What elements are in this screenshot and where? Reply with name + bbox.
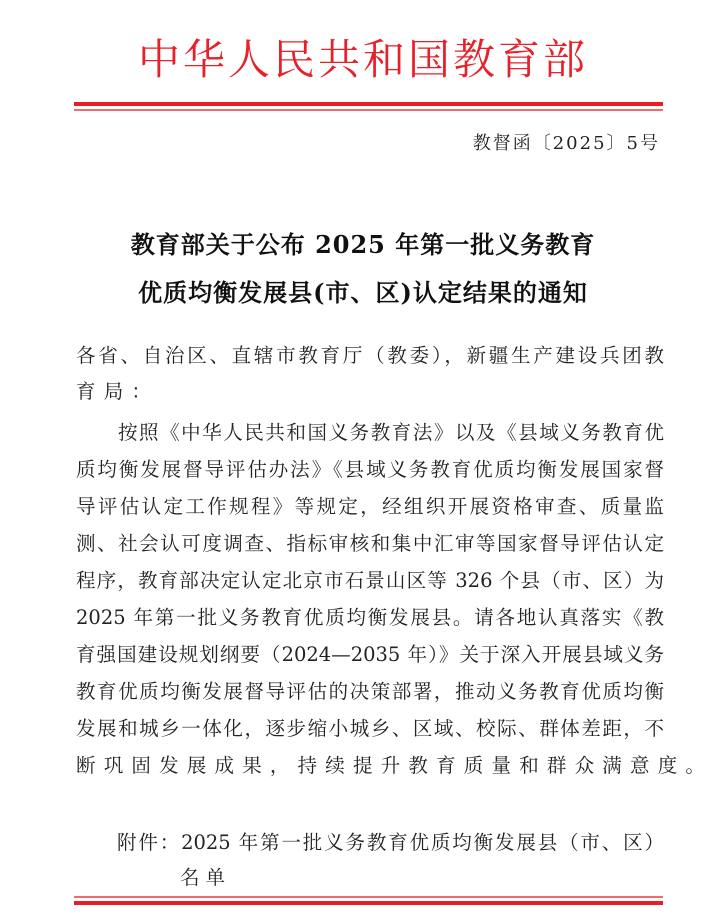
issuer-masthead: 中华人民共和国教育部 xyxy=(137,35,588,84)
body-line: 育强国建设规划纲要（2024—2035 年）》关于深入开展县域义务 xyxy=(76,643,664,666)
salutation-line: 各省、自治区、直辖市教育厅（教委），新疆生产建设兵团教 xyxy=(76,344,664,367)
body-line: 质均衡发展督导评估办法》《县域义务教育优质均衡发展国家督 xyxy=(76,458,664,481)
document-title xyxy=(0,221,726,317)
footer-red-rule-thick xyxy=(74,901,663,905)
title-line: 优质均衡发展县(市、区)认定结果的通知 xyxy=(138,278,588,307)
body-line: 发展和城乡一体化，逐步缩小城乡、区域、校际、群体差距，不 xyxy=(76,717,664,740)
body-line: 按照《中华人民共和国义务教育法》以及《县域义务教育优 xyxy=(118,421,664,444)
salutation-line: 育局： xyxy=(76,380,160,403)
header-red-rule-thin xyxy=(74,109,663,111)
attachment-line: 名单 xyxy=(180,866,232,889)
body-line: 教育优质均衡发展督导评估的决策部署，推动义务教育优质均衡 xyxy=(76,680,664,703)
footer-red-rule-thin xyxy=(74,896,663,898)
body-line: 测、社会认可度调查、指标审核和集中汇审等国家督导评估认定 xyxy=(76,532,664,555)
title-line: 教育部关于公布 2025 年第一批义务教育 xyxy=(130,230,596,259)
body-line: 导评估认定工作规程》等规定，经组织开展资格审查、质量监 xyxy=(76,495,664,518)
body-line: 2025 年第一批义务教育优质均衡发展县。请各地认真落实《教 xyxy=(76,606,664,629)
body-line: 程序，教育部决定认定北京市石景山区等 326 个县（市、区）为 xyxy=(76,569,664,592)
document-number: 教督函〔2025〕5号 xyxy=(472,133,660,154)
body-line: 断巩固发展成果，持续提升教育质量和群众满意度。 xyxy=(76,754,714,777)
header-red-rule-thick xyxy=(74,102,663,106)
attachment-line: 附件：2025 年第一批义务教育优质均衡发展县（市、区） xyxy=(117,831,664,854)
